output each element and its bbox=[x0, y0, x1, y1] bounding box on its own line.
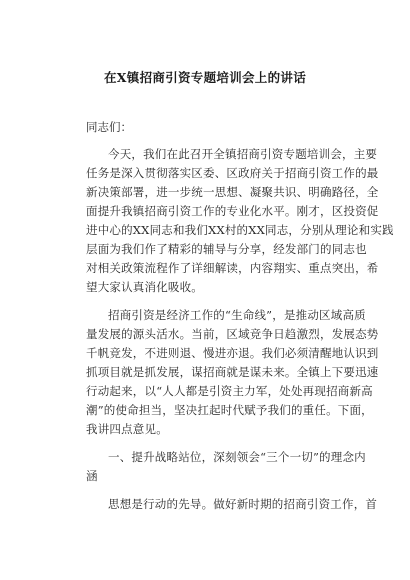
paragraph-line: 招商引资是经济工作的“生命线”，是推动区域高质 bbox=[108, 308, 366, 322]
section-heading-line: 涵 bbox=[86, 469, 98, 483]
paragraph-line: 抓项目就是抓发展，谋招商就是谋未来。全镇上下要迅速 bbox=[86, 365, 379, 379]
paragraph-line: 量发展的源头活水。当前，区域竞争日趋激烈，发展态势 bbox=[86, 327, 379, 341]
paragraph-opening bbox=[86, 145, 394, 297]
paragraph-line: 对相关政策流程作了详细解读，内容翔实、重点突出，希 bbox=[86, 261, 379, 275]
paragraph-line: 我讲四点意见。 bbox=[86, 422, 168, 436]
paragraph-line: 进中心的XX同志和我们XX村的XX同志，分别从理论和实践 bbox=[86, 223, 394, 237]
paragraph-line: 潮”的使命担当，坚决扛起时代赋予我们的重任。下面， bbox=[86, 403, 373, 417]
paragraph-line: 行动起来，以“人人都是引资主力军，处处再现招商新高 bbox=[86, 384, 373, 398]
paragraph-line: 今天，我们在此召开全镇招商引资专题培训会，主要 bbox=[108, 147, 378, 161]
document-title: 在X镇招商引资专题培训会上的讲话 bbox=[104, 70, 306, 85]
salutation: 同志们： bbox=[86, 120, 132, 134]
paragraph-section-body bbox=[86, 495, 378, 514]
paragraph-line: 层面为我们作了精彩的辅导与分享，经发部门的同志也 bbox=[86, 242, 367, 256]
paragraph-line: 面提升我镇招商引资工作的专业化水平。刚才，区投资促 bbox=[86, 204, 379, 218]
paragraph-line: 任务是深入贯彻落实区委、区政府关于招商引资工作的最 bbox=[86, 166, 379, 180]
paragraph-line: 思想是行动的先导。做好新时期的招商引资工作，首 bbox=[108, 497, 378, 511]
document-body bbox=[86, 118, 394, 523]
section-heading bbox=[86, 448, 366, 486]
paragraph-line: 千帆竞发，不进则退、慢进亦退。我们必须清醒地认识到 bbox=[86, 346, 379, 360]
paragraph-importance bbox=[86, 306, 379, 439]
paragraph-line: 望大家认真消化吸收。 bbox=[86, 280, 203, 294]
section-heading-line: 一、提升战略站位，深刻领会“三个一切”的理念内 bbox=[108, 450, 366, 464]
paragraph-line: 新决策部署，进一步统一思想、凝聚共识、明确路径，全 bbox=[86, 185, 379, 199]
